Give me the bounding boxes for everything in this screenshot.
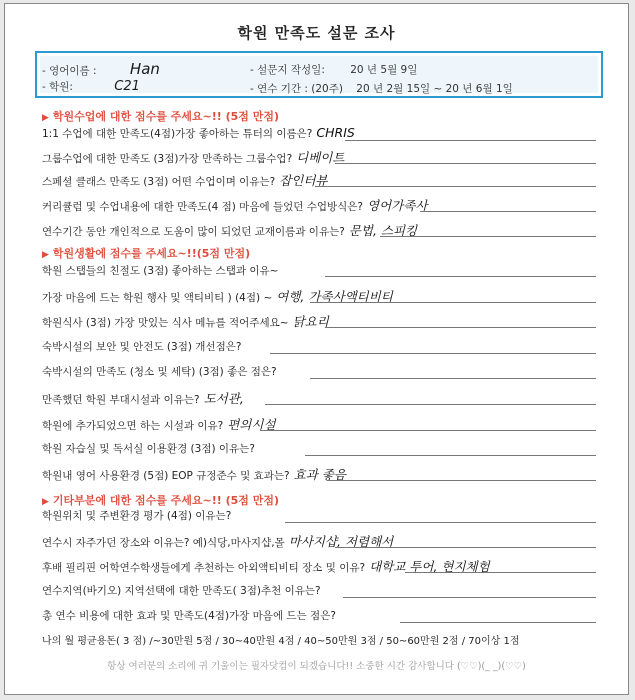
- answer-line: [325, 276, 596, 277]
- page-title: 학원 만족도 설문 조사: [237, 24, 396, 42]
- date-field: [250, 62, 417, 77]
- question-row: 숙박시설의 보안 및 안전도 (3점) 개선점은?: [42, 341, 242, 353]
- question-row: 가장 마음에 드는 학원 행사 및 액티비티 ) (4점) ~ 여행, 가족사액티비티: [42, 289, 393, 304]
- english-name-field: [42, 60, 160, 78]
- survey-sheet: [4, 3, 629, 695]
- answer-text: 여행, 가족사액티비티: [276, 289, 393, 304]
- answer-line: [335, 547, 596, 548]
- date-label: - 설문지 작성일:: [250, 64, 325, 76]
- period-field: [250, 81, 513, 96]
- answer-line: [420, 211, 596, 212]
- question-row: 스페셜 클래스 만족도 (3점) 어떤 수업이며 이유는? 잡인터뷰: [42, 173, 328, 188]
- answer-text: 도서관,: [203, 391, 244, 406]
- section-heading-life: ▶ 학원생활에 점수를 주세요~!!(5점 만점): [42, 247, 251, 260]
- answer-text: 대학교 투어, 현지체험: [369, 559, 490, 574]
- date-text: 20 년 5월 9일: [350, 64, 418, 76]
- answer-line: [345, 140, 596, 141]
- triangle-right-icon: ▶: [42, 113, 49, 123]
- answer-text: 마사지샵, 저렴해서: [288, 534, 394, 549]
- english-name-label: - 영어이름 :: [42, 65, 97, 77]
- answer-line: [310, 378, 596, 379]
- answer-line: [285, 522, 596, 523]
- question-row: 학원위치 및 주변환경 평가 (4점) 이유는?: [42, 510, 232, 522]
- answer-line: [310, 302, 596, 303]
- answer-line: [265, 404, 596, 405]
- question-row: 연수지역(바기오) 지역선택에 대한 만족도( 3점)추천 이유는?: [42, 585, 321, 597]
- answer-line: [405, 572, 596, 573]
- period-text: 20 년 2월 15일 ~ 20 년 6월 1일: [356, 83, 513, 95]
- answer-line: [400, 622, 596, 623]
- question-row: 1:1 수업에 대한 만족도(4점)가장 좋아하는 튜터의 이름은? CHRIS: [42, 125, 355, 140]
- answer-line: [343, 597, 596, 598]
- answer-line: [380, 236, 596, 237]
- academy-value: C21: [114, 79, 140, 94]
- answer-text: 잡인터뷰: [279, 173, 328, 188]
- question-row: 학원 자습실 및 독서실 이용환경 (3점) 이유는?: [42, 443, 255, 455]
- period-label: - 연수 기간 : (20주): [250, 83, 343, 95]
- answer-text: 영어가족사: [367, 198, 428, 213]
- question-row: 학원식사 (3점) 가장 맛있는 식사 메뉴를 적어주세요~ 닭요리: [42, 314, 329, 329]
- triangle-right-icon: ▶: [42, 250, 49, 260]
- answer-line: [270, 353, 596, 354]
- english-name-value: Han: [129, 60, 160, 78]
- answer-text: 편의시설: [227, 417, 276, 432]
- academy-label: - 학원:: [42, 81, 73, 93]
- answer-text: 효과 좋음: [293, 467, 346, 482]
- answer-line: [327, 480, 596, 481]
- answer-line: [335, 163, 596, 164]
- section-heading-classes: ▶ 학원수업에 대한 점수를 주세요~!! (5점 만점): [42, 110, 280, 123]
- question-row: 후배 필리핀 어학연수학생들에게 추천하는 아외액티비티 장소 및 이유? 대학교 투어, 현지체험: [42, 559, 490, 574]
- answer-line: [315, 186, 596, 187]
- question-row: 숙박시설의 만족도 (청소 및 세탁) (3점) 좋은 점은?: [42, 366, 277, 378]
- answer-line: [260, 430, 596, 431]
- answer-text: 문법, 스피킹: [348, 223, 418, 238]
- question-row: 학원 스탭들의 친절도 (3점) 좋아하는 스탭과 이유~: [42, 265, 279, 277]
- question-row: 총 연수 비용에 대한 효과 및 만족도(4점)가장 마음에 드는 점은?: [42, 610, 336, 622]
- question-row: 학원내 영어 사용환경 (5점) EOP 규정준수 및 효과는? 효과 좋음: [42, 467, 346, 482]
- question-row: 학원에 추가되었으면 하는 시설과 이유? 편의시설: [42, 417, 276, 432]
- question-row: 나의 월 평균용돈( 3 점) /~30만원 5점 / 30~40만원 4점 / 40~50만원 3점 / 50~60만원 2점 / 70이상 1점: [42, 636, 520, 647]
- answer-text: CHRIS: [316, 125, 355, 140]
- question-row: 커리큘럼 및 수업내용에 대한 만족도(4 점) 마음에 들었던 수업방식은? 영어가족사: [42, 198, 428, 213]
- answer-text: 닭요리: [292, 314, 329, 329]
- section-heading-other: ▶ 기타부분에 대한 점수를 주세요~!! (5점 만점): [42, 494, 280, 507]
- answer-line: [325, 327, 596, 328]
- question-row: 연수기간 동안 개인적으로 도움이 많이 되었던 교재이름과 이유는? 문법, 스피킹: [42, 223, 418, 238]
- question-row: 연수시 자주가던 장소와 이유는? 예)식당,마사지샵,몰 마사지샵, 저렴해서: [42, 534, 394, 549]
- footer-note: 항상 여러분의 소리에 귀 기울이는 필자닷컴이 되겠습니다!! 소중한 시간 감사합니다 (♡♡)(_ _)(♡♡): [107, 661, 526, 672]
- question-row: 그룹수업에 대한 만족도 (3점)가장 만족하는 그룹수업? 디베이트: [42, 150, 345, 165]
- academy-field: [42, 79, 140, 94]
- question-row: 만족했던 학원 부대시설과 이유는? 도서관,: [42, 391, 244, 406]
- answer-text: 디베이트: [296, 150, 345, 165]
- answer-line: [305, 455, 596, 456]
- triangle-right-icon: ▶: [42, 497, 49, 507]
